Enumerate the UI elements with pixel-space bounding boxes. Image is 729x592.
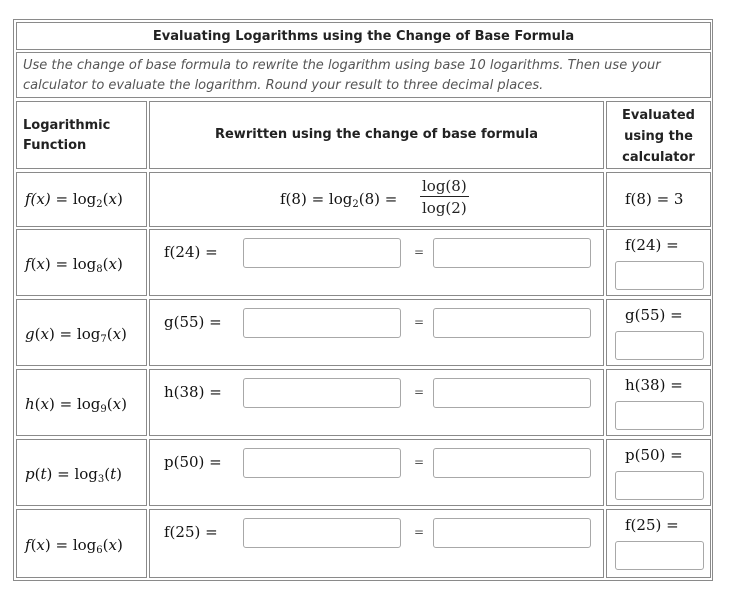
row-1-numerator-input[interactable] <box>243 238 401 268</box>
row-1-eval-label: f(24) = <box>625 236 679 254</box>
example-rewritten: $f(8) = \log_2(8)$ = <box>280 190 398 210</box>
row-2-evaluated-input[interactable] <box>615 331 704 360</box>
example-function-cell <box>16 172 147 227</box>
row-4-input-label: p(50) = <box>164 453 222 471</box>
header-evaluated: Evaluated using the calculator <box>606 101 711 169</box>
row-3-eval-label: h(38) = <box>625 376 683 394</box>
row-4-function: $p(t) = \log_3(t)$ <box>25 465 123 485</box>
row-1-quotient-input[interactable] <box>433 238 591 268</box>
example-evaluated-cell <box>606 172 711 227</box>
example-function: $f(x) = \log_2(x)$ <box>25 190 123 210</box>
example-rewritten-cell <box>149 172 604 227</box>
fraction-numerator: log(8) <box>422 177 467 195</box>
row-4-evaluated-input[interactable] <box>615 471 704 500</box>
row-5-function: $f(x) = \log_6(x)$ <box>25 536 123 556</box>
fraction-denominator: log(2) <box>422 199 467 217</box>
row-4-equals: = <box>414 455 425 469</box>
header-logarithmic-function: Logarithmic Function <box>16 101 147 169</box>
row-5-input-label: f(25) = <box>164 523 218 541</box>
row-5-numerator-input[interactable] <box>243 518 401 548</box>
row-5-quotient-input[interactable] <box>433 518 591 548</box>
row-5-evaluated-input[interactable] <box>615 541 704 570</box>
row-2-evaluated-cell <box>606 299 711 366</box>
example-fraction <box>420 177 469 217</box>
row-5-eval-label: f(25) = <box>625 516 679 534</box>
row-3-evaluated-input[interactable] <box>615 401 704 430</box>
row-3-function: $h(x) = \log_9(x)$ <box>25 395 127 415</box>
header-rewritten: Rewritten using the change of base formula <box>149 101 604 169</box>
row-1-input-label: f(24) = <box>164 243 218 261</box>
table-title: Evaluating Logarithms using the Change of Base Formula <box>16 22 711 50</box>
row-2-numerator-input[interactable] <box>243 308 401 338</box>
row-2-equals: = <box>414 315 425 329</box>
row-4-quotient-input[interactable] <box>433 448 591 478</box>
row-3-equals: = <box>414 385 425 399</box>
row-2-function: $g(x) = \log_7(x)$ <box>25 325 127 345</box>
row-1-evaluated-cell <box>606 229 711 296</box>
row-1-function: $f(x) = \log_8(x)$ <box>25 255 123 275</box>
row-4-evaluated-cell <box>606 439 711 506</box>
row-3-evaluated-cell <box>606 369 711 436</box>
row-3-function-cell <box>16 369 147 436</box>
row-3-quotient-input[interactable] <box>433 378 591 408</box>
row-4-rewritten-cell <box>149 439 604 506</box>
row-4-numerator-input[interactable] <box>243 448 401 478</box>
row-2-quotient-input[interactable] <box>433 308 591 338</box>
row-2-eval-label: g(55) = <box>625 306 683 324</box>
row-5-evaluated-cell <box>606 509 711 578</box>
row-3-numerator-input[interactable] <box>243 378 401 408</box>
row-2-function-cell <box>16 299 147 366</box>
row-1-evaluated-input[interactable] <box>615 261 704 290</box>
instructions: Use the change of base formula to rewrite the logarithm using base 10 logarithms. Then use your calculator to evaluate the logarithm. Round your result to three decimal places. <box>16 52 711 98</box>
row-4-function-cell <box>16 439 147 506</box>
example-evaluated: f(8) = 3 <box>625 190 684 208</box>
row-2-input-label: g(55) = <box>164 313 222 331</box>
row-1-function-cell <box>16 229 147 296</box>
row-2-rewritten-cell <box>149 299 604 366</box>
row-3-rewritten-cell <box>149 369 604 436</box>
row-1-rewritten-cell <box>149 229 604 296</box>
row-5-function-cell <box>16 509 147 578</box>
row-5-rewritten-cell <box>149 509 604 578</box>
row-5-equals: = <box>414 525 425 539</box>
row-4-eval-label: p(50) = <box>625 446 683 464</box>
row-1-equals: = <box>414 245 425 259</box>
row-3-input-label: h(38) = <box>164 383 222 401</box>
